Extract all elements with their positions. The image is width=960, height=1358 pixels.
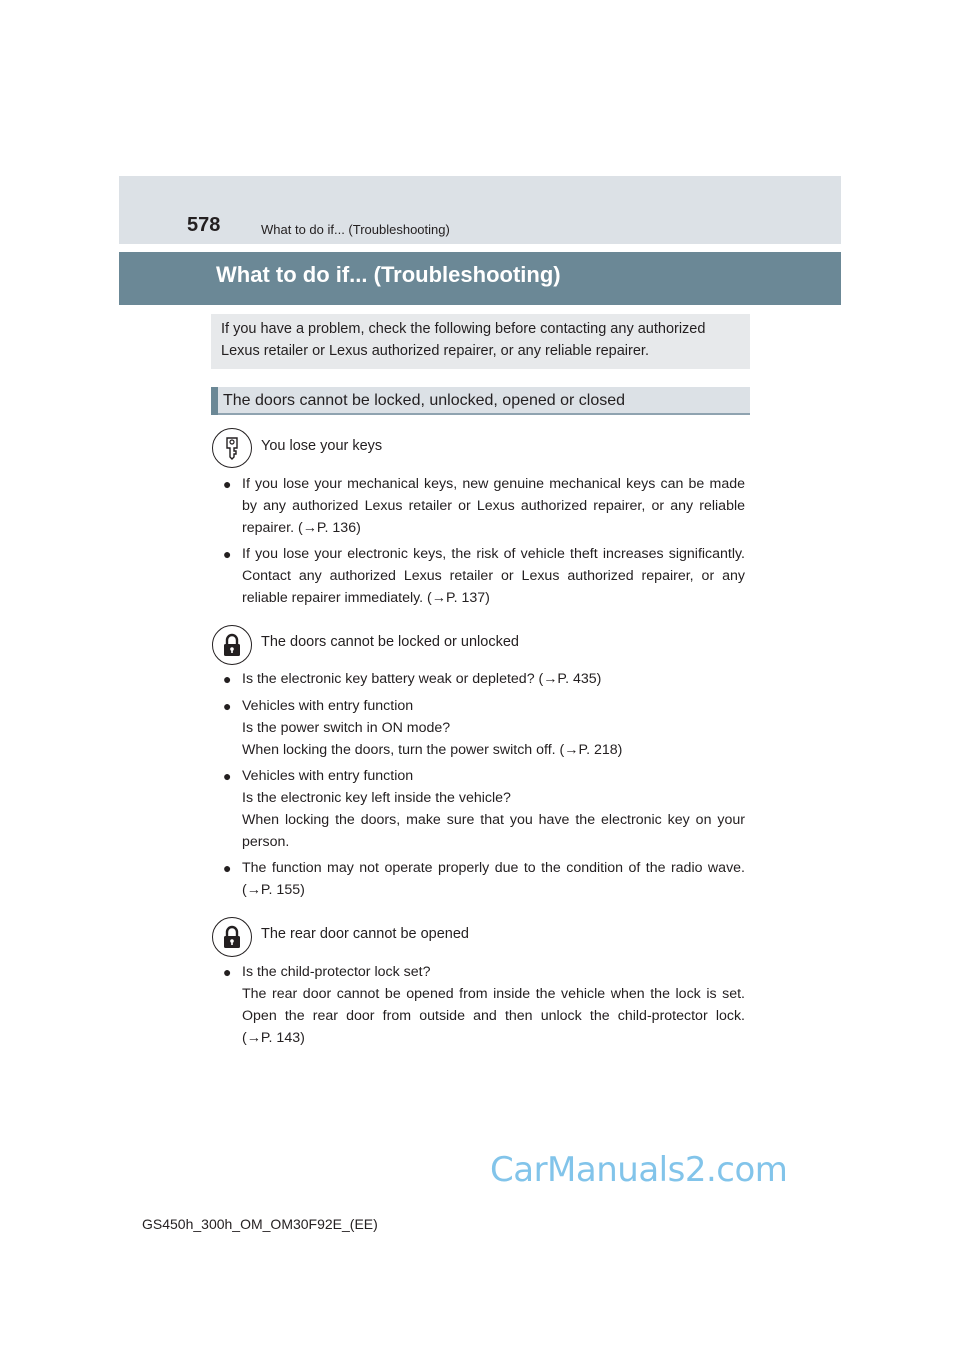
subsection-title: The doors cannot be locked or unlocked <box>261 634 519 650</box>
bullet-line: Vehicles with entry function <box>242 698 414 714</box>
subsection-title: You lose your keys <box>261 438 383 454</box>
bullet-line: The function may not operate properly due to the condition of the radio wave. <box>242 860 745 876</box>
bullet-line: If you lose your electronic keys, the risk of vehicle theft increases significantly. <box>242 546 745 562</box>
bullet-line: When locking the doors, turn the power switch off. (→P. 218) <box>242 742 623 758</box>
bullet-line: (→P. 143) <box>242 1030 305 1046</box>
bullet-line: When locking the doors, make sure that you have the electronic key on your <box>242 812 745 828</box>
padlock-icon <box>212 625 252 665</box>
footer-doc-code: GS450h_300h_OM_OM30F92E_(EE) <box>142 1216 378 1232</box>
padlock-icon <box>212 917 252 957</box>
bullet-line: Contact any authorized Lexus retailer or Lexus authorized repairer, or any <box>242 568 745 584</box>
bullet-dot: ● <box>223 698 232 714</box>
section-heading-accent <box>211 387 218 415</box>
bullet-line: Is the power switch in ON mode? <box>242 720 451 736</box>
bullet-dot: ● <box>223 768 232 784</box>
header-band <box>119 176 841 244</box>
bullet-line: (→P. 155) <box>242 882 305 898</box>
running-header: What to do if... (Troubleshooting) <box>261 222 450 237</box>
bullet-line: Is the electronic key battery weak or depleted? (→P. 435) <box>242 671 602 687</box>
bullet-line: Vehicles with entry function <box>242 768 414 784</box>
bullet-line: Is the electronic key left inside the vehicle? <box>242 790 511 806</box>
bullet-line: reliable repairer immediately. (→P. 137) <box>242 590 490 606</box>
bullet-line: Is the child-protector lock set? <box>242 964 431 980</box>
bullet-line: person. <box>242 834 290 850</box>
bullet-dot: ● <box>223 546 232 562</box>
bullet-dot: ● <box>223 476 232 492</box>
bullet-line: by any authorized Lexus retailer or Lexus authorized repairer, or any reliable <box>242 498 745 514</box>
section-heading-text: The doors cannot be locked, unlocked, opened or closed <box>223 392 626 409</box>
bullet-line: The rear door cannot be opened from inside the vehicle when the lock is set. <box>242 986 745 1002</box>
bullet-dot: ● <box>223 860 232 876</box>
bullet-line: Open the rear door from outside and then unlock the child-protector lock. <box>242 1008 745 1024</box>
intro-text <box>221 318 746 362</box>
bullet-line: If you lose your mechanical keys, new genuine mechanical keys can be made <box>242 476 745 492</box>
watermark: CarManuals2.com <box>490 1150 788 1190</box>
bullet-line: repairer. (→P. 136) <box>242 520 361 536</box>
page-number: 578 <box>187 214 221 236</box>
subsection-title: The rear door cannot be opened <box>261 926 469 942</box>
bullet-dot: ● <box>223 964 232 980</box>
intro-line: If you have a problem, check the following before contacting any authorized <box>221 321 706 337</box>
bullet-dot: ● <box>223 671 232 687</box>
intro-line: Lexus retailer or Lexus authorized repairer, or any reliable repairer. <box>221 343 649 359</box>
page-title: What to do if... (Troubleshooting) <box>216 262 561 287</box>
key-icon <box>212 428 252 468</box>
